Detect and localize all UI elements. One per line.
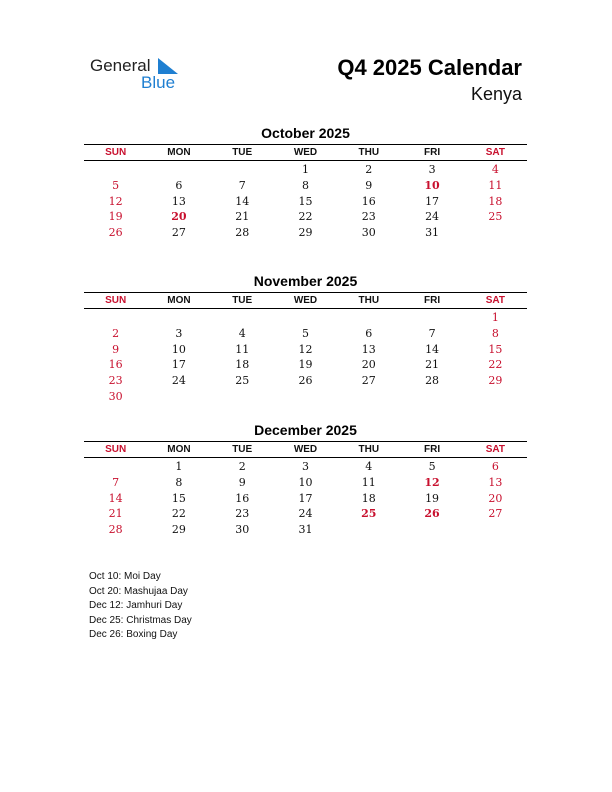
holiday-item: Oct 20: Mashujaa Day [89, 585, 188, 597]
day-cell [84, 310, 147, 326]
weekday-header-row [84, 144, 527, 161]
day-cell: 1 [491, 311, 499, 324]
day-cell: 28 [108, 523, 123, 537]
day-cell: 12 [108, 194, 123, 208]
day-cell: 2 [365, 163, 373, 176]
day-grid [84, 459, 527, 538]
day-cell: 4 [491, 163, 499, 176]
day-cell: 29 [171, 523, 186, 537]
page-title: Q4 2025 Calendar [337, 55, 522, 80]
day-cell: 24 [298, 507, 313, 521]
day-cell: 9 [365, 178, 373, 192]
weekday-header: THU [358, 444, 380, 455]
day-cell: 11 [488, 178, 503, 192]
day-cell: 30 [108, 389, 123, 403]
month-november [84, 272, 527, 405]
day-cell: 2 [238, 460, 246, 473]
day-cell: 11 [361, 475, 376, 489]
weekday-header: MON [167, 147, 191, 158]
weekday-header: WED [293, 444, 318, 455]
country-name: Kenya [470, 84, 522, 104]
day-cell [147, 162, 210, 178]
day-cell: 31 [425, 226, 440, 240]
day-cell: 22 [171, 507, 186, 521]
day-cell [211, 310, 274, 326]
day-cell: 25 [488, 210, 503, 224]
day-cell: 3 [175, 326, 183, 340]
day-cell: 26 [298, 374, 313, 388]
holiday-item: Dec 26: Boxing Day [89, 629, 178, 640]
day-cell: 29 [488, 374, 503, 388]
day-cell [464, 389, 527, 405]
day-cell: 29 [298, 226, 313, 240]
day-cell: 17 [171, 358, 186, 372]
month-title: December 2025 [254, 422, 357, 438]
day-cell: 27 [488, 507, 503, 521]
day-cell: 22 [298, 210, 313, 224]
day-cell [464, 522, 527, 538]
day-cell: 31 [298, 523, 313, 537]
day-cell [211, 389, 274, 405]
day-cell [147, 389, 210, 405]
weekday-header: SUN [105, 444, 127, 455]
holiday-item: Dec 25: Christmas Day [89, 614, 192, 626]
day-cell: 5 [428, 460, 436, 473]
day-cell: 12 [424, 475, 440, 489]
day-cell [274, 310, 337, 326]
day-cell [400, 522, 463, 538]
day-cell: 24 [425, 210, 440, 224]
day-cell: 10 [171, 342, 186, 356]
day-cell: 4 [365, 460, 373, 473]
day-cell: 23 [361, 210, 376, 224]
logo-text-general: General [90, 56, 151, 75]
day-cell: 14 [235, 194, 250, 208]
logo-flag-icon [158, 58, 178, 74]
day-cell: 6 [175, 178, 183, 192]
day-cell: 12 [298, 342, 313, 356]
day-cell: 27 [361, 374, 376, 388]
weekday-header: SUN [105, 147, 127, 158]
day-cell: 13 [171, 194, 186, 208]
day-cell: 15 [488, 342, 503, 356]
weekday-header: SAT [485, 147, 505, 158]
day-cell: 6 [365, 326, 373, 340]
day-cell: 23 [235, 507, 250, 521]
day-cell: 16 [235, 491, 250, 505]
day-cell [464, 225, 527, 241]
day-cell: 23 [108, 374, 123, 388]
day-cell: 3 [428, 163, 436, 176]
weekday-header: MON [167, 444, 191, 455]
day-cell [84, 162, 147, 178]
day-cell: 11 [235, 342, 250, 356]
day-cell: 26 [424, 507, 440, 521]
day-cell: 20 [361, 358, 376, 372]
weekday-header: TUE [232, 147, 253, 158]
day-cell: 16 [361, 194, 376, 208]
weekday-header: MON [167, 295, 191, 306]
day-cell: 28 [425, 374, 440, 388]
day-cell: 24 [171, 374, 186, 388]
day-cell: 5 [301, 326, 309, 340]
day-cell: 19 [425, 491, 440, 505]
day-cell: 13 [488, 475, 503, 489]
day-cell [400, 389, 463, 405]
day-cell: 20 [488, 491, 503, 505]
day-cell [337, 522, 400, 538]
holiday-list [89, 570, 192, 643]
day-cell [147, 310, 210, 326]
weekday-header: SAT [485, 295, 505, 306]
weekday-header: SUN [105, 295, 127, 306]
day-cell: 14 [108, 491, 123, 505]
day-grid [84, 162, 527, 241]
day-cell [337, 389, 400, 405]
day-cell: 3 [301, 460, 309, 473]
day-cell: 2 [112, 326, 120, 340]
day-grid [84, 310, 527, 405]
day-cell: 8 [175, 475, 183, 489]
day-cell: 21 [235, 210, 250, 224]
day-cell: 25 [235, 374, 250, 388]
day-cell: 7 [112, 475, 120, 489]
day-cell: 17 [425, 194, 440, 208]
weekday-header: THU [358, 147, 380, 158]
day-cell [400, 310, 463, 326]
day-cell: 15 [298, 194, 313, 208]
weekday-header: SAT [485, 444, 505, 455]
weekday-header: FRI [424, 295, 441, 306]
month-title: October 2025 [261, 125, 350, 141]
day-cell: 10 [298, 475, 313, 489]
day-cell: 19 [298, 358, 313, 372]
day-cell: 28 [235, 226, 250, 240]
weekday-header: TUE [232, 444, 253, 455]
holiday-item: Oct 10: Moi Day [89, 571, 161, 582]
day-cell: 19 [108, 210, 123, 224]
day-cell: 26 [108, 226, 123, 240]
day-cell: 30 [235, 523, 250, 537]
day-cell: 1 [175, 460, 183, 473]
day-cell: 18 [488, 194, 503, 208]
day-cell: 6 [491, 460, 499, 473]
weekday-header: FRI [424, 444, 441, 455]
day-cell: 18 [235, 358, 250, 372]
day-cell: 4 [238, 326, 246, 340]
day-cell: 5 [112, 178, 120, 192]
month-october [84, 124, 527, 241]
day-cell: 14 [425, 342, 440, 356]
day-cell: 27 [171, 226, 186, 240]
weekday-header: FRI [424, 147, 441, 158]
day-cell: 9 [112, 342, 120, 356]
day-cell: 21 [108, 507, 123, 521]
day-cell: 20 [171, 210, 187, 224]
day-cell: 17 [298, 491, 313, 505]
day-cell: 22 [488, 358, 503, 372]
day-cell: 13 [361, 342, 376, 356]
day-cell: 7 [238, 178, 246, 192]
holiday-item: Dec 12: Jamhuri Day [89, 600, 183, 611]
weekday-header: WED [293, 147, 318, 158]
day-cell: 9 [238, 475, 246, 489]
day-cell: 16 [108, 358, 123, 372]
day-cell: 25 [361, 507, 377, 521]
day-cell: 21 [425, 358, 440, 372]
logo-text-blue: Blue [141, 73, 176, 92]
day-cell: 15 [171, 491, 186, 505]
day-cell [84, 459, 147, 475]
day-cell [211, 162, 274, 178]
day-cell: 1 [301, 163, 309, 176]
weekday-header: THU [358, 295, 380, 306]
weekday-header-row [84, 441, 527, 458]
day-cell: 8 [301, 178, 309, 192]
day-cell: 18 [361, 491, 376, 505]
day-cell: 10 [424, 178, 440, 192]
day-cell: 8 [491, 326, 499, 340]
month-title: November 2025 [253, 273, 358, 289]
day-cell: 30 [361, 226, 376, 240]
day-cell: 7 [428, 326, 436, 340]
day-cell [274, 389, 337, 405]
generalblue-logo [90, 56, 200, 96]
month-december [84, 421, 527, 538]
weekday-header: WED [293, 295, 318, 306]
weekday-header-row [84, 292, 527, 309]
day-cell [337, 310, 400, 326]
weekday-header: TUE [232, 295, 253, 306]
